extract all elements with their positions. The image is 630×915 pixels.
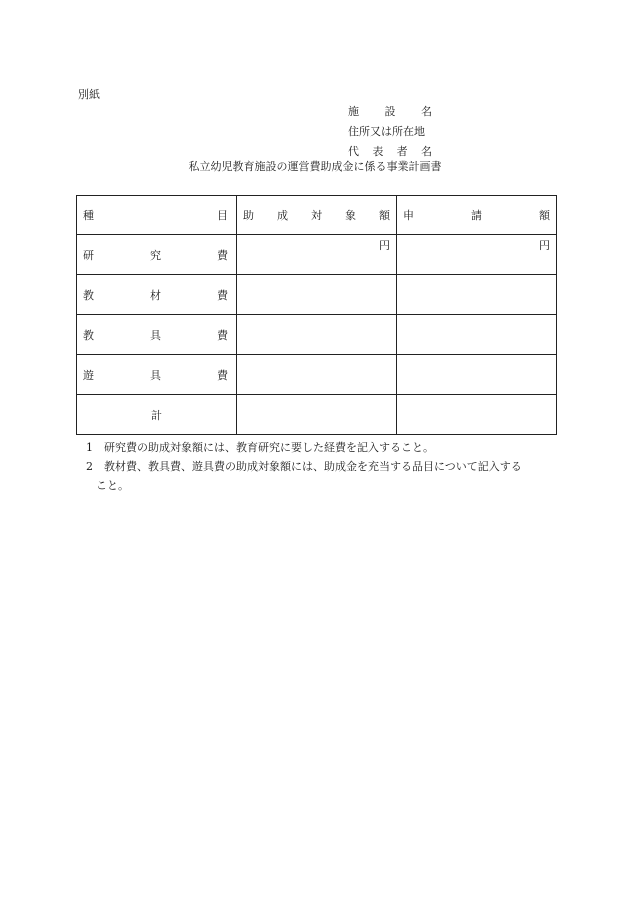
table-row-teaching-tools (77, 315, 557, 355)
facility-name-label: 施 設 名 (348, 105, 432, 118)
document-title: 私立幼児教育施設の運営費助成金に係る事業計画書 (188, 160, 442, 173)
subsidy-amount-total-cell[interactable] (237, 395, 397, 435)
subsidy-amount-cell[interactable] (237, 355, 397, 395)
row-label: 遊 具 費 (77, 355, 237, 395)
notes (86, 438, 522, 495)
yen-unit: 円 (379, 239, 390, 252)
column-header-application-amount: 申 請 額 (397, 196, 557, 235)
table-row-play-equipment (77, 355, 557, 395)
yen-unit: 円 (539, 239, 550, 252)
column-header-item: 種 目 (77, 196, 237, 235)
note-item: 1 研究費の助成対象額には、教育研究に要した経費を記入すること。 (86, 441, 434, 454)
address-label: 住所又は所在地 (348, 125, 425, 138)
column-header-subsidy-amount: 助 成 対 象 額 (237, 196, 397, 235)
subsidy-amount-cell[interactable] (237, 235, 397, 275)
representative-label: 代 表 者 名 (348, 145, 432, 158)
plan-table (76, 195, 557, 435)
row-label: 研 究 費 (77, 235, 237, 275)
sheet-label: 別紙 (78, 88, 100, 101)
row-label: 教 材 費 (77, 275, 237, 315)
application-amount-cell[interactable] (397, 235, 557, 275)
application-amount-cell[interactable] (397, 315, 557, 355)
subsidy-amount-cell[interactable] (237, 315, 397, 355)
note-continuation: こと。 (96, 479, 129, 492)
table-row-teaching-materials (77, 275, 557, 315)
application-amount-total-cell[interactable] (397, 395, 557, 435)
note-item: 2 教材費、教具費、遊具費の助成対象額には、助成金を充当する品目について記入する (86, 460, 522, 473)
row-label: 教 具 費 (77, 315, 237, 355)
total-label: 計 (77, 395, 237, 435)
table-row-total (77, 395, 557, 435)
table-row-research (77, 235, 557, 275)
table-header-row (77, 196, 557, 235)
application-amount-cell[interactable] (397, 275, 557, 315)
applicant-header (348, 102, 432, 162)
application-amount-cell[interactable] (397, 355, 557, 395)
subsidy-amount-cell[interactable] (237, 275, 397, 315)
